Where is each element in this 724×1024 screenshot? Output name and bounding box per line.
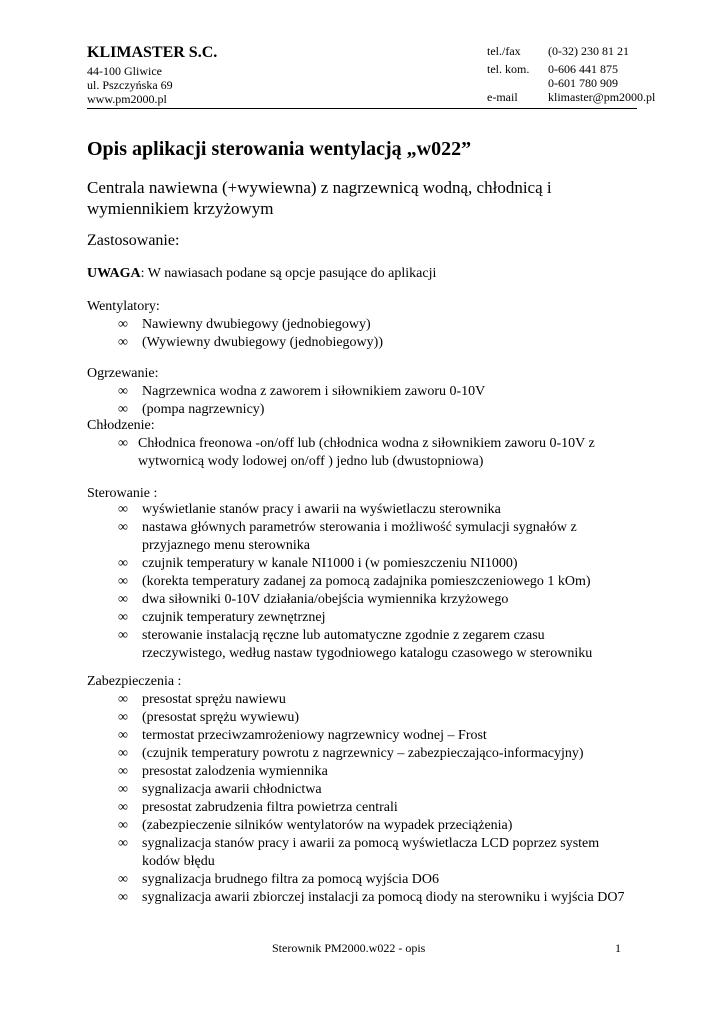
list-item: ∞ Chłodnica freonowa -on/off lub (chłodnica wodna z siłownikiem zaworu 0-10V z wytwornicą wody lodowej on/off ) jedno lub (dwustopniowa) <box>118 436 595 469</box>
list-item: ∞ Nawiewny dwubiegowy (jednobiegowy) <box>118 317 371 332</box>
list-item: ∞ presostat zalodzenia wymiennika <box>118 764 328 779</box>
website-link[interactable]: www.pm2000.pl <box>87 92 167 106</box>
address-city: 44-100 Gliwice <box>87 64 162 78</box>
bullet-icon: ∞ <box>118 782 128 797</box>
list-item: ∞ nastawa głównych parametrów sterowania i możliwość symulacji sygnałów z przyjaznego menu sterownika <box>118 520 577 553</box>
footer-text: Sterownik PM2000.w022 - opis <box>272 941 426 955</box>
zastosowanie-heading: Zastosowanie: <box>87 232 180 249</box>
address-street: ul. Pszczyńska 69 <box>87 78 173 92</box>
bullet-icon: ∞ <box>118 317 128 332</box>
bullet-icon: ∞ <box>118 402 128 417</box>
list-item: ∞ (presostat sprężu wywiewu) <box>118 710 300 725</box>
contact-label-email: e-mail <box>487 90 518 104</box>
list-sterowanie <box>118 501 628 663</box>
bullet-icon: ∞ <box>118 384 128 399</box>
bullet-icon: ∞ <box>118 502 128 517</box>
bullet-icon: ∞ <box>118 890 128 905</box>
contact-label-mobile: tel. kom. <box>487 62 530 76</box>
bullet-icon: ∞ <box>118 436 128 451</box>
bullet-icon: ∞ <box>118 872 128 887</box>
list-item: ∞ sygnalizacja awarii chłodnictwa <box>118 782 322 797</box>
list-item: ∞ wyświetlanie stanów pracy i awarii na wyświetlaczu sterownika <box>118 502 501 517</box>
bullet-icon: ∞ <box>118 335 128 350</box>
list-chlodzenie <box>118 435 633 471</box>
uwaga-label: UWAGA <box>87 266 141 281</box>
list-item: ∞ termostat przeciwzamrożeniowy nagrzewnicy wodnej – Frost <box>118 728 487 743</box>
list-item: ∞ dwa siłowniki 0-10V działania/obejścia wymiennika krzyżowego <box>118 592 509 607</box>
uwaga-note <box>87 266 436 282</box>
section-heading-wentylatory: Wentylatory: <box>87 299 160 314</box>
list-item: ∞ (zabezpieczenie silników wentylatorów na wypadek przeciążenia) <box>118 818 513 833</box>
contact-value-mobile-1: 0-606 441 875 <box>548 62 618 76</box>
bullet-icon: ∞ <box>118 710 128 725</box>
list-item: ∞ (Wywiewny dwubiegowy (jednobiegowy)) <box>118 335 383 350</box>
list-wentylatory <box>118 316 628 352</box>
list-item: ∞ (czujnik temperatury powrotu z nagrzewnicy – zabezpieczająco-informacyjny) <box>118 746 584 761</box>
contact-value-email[interactable]: klimaster@pm2000.pl <box>548 90 656 104</box>
bullet-icon: ∞ <box>118 764 128 779</box>
section-heading-chlodzenie: Chłodzenie: <box>87 418 155 433</box>
list-ogrzewanie <box>118 383 628 419</box>
list-item: ∞ czujnik temperatury w kanale NI1000 i (w pomieszczeniu NI1000) <box>118 556 518 571</box>
contact-label-telfax: tel./fax <box>487 44 521 58</box>
list-item: ∞ (korekta temperatury zadanej za pomocą zadajnika pomieszczeniowego 1 kOm) <box>118 574 591 589</box>
list-item: ∞ czujnik temperatury zewnętrznej <box>118 610 326 625</box>
section-heading-sterowanie: Sterowanie : <box>87 486 158 501</box>
list-item: ∞ presostat sprężu nawiewu <box>118 692 286 707</box>
contact-value-telfax: (0-32) 230 81 21 <box>548 44 629 58</box>
page-title: Opis aplikacji sterowania wentylacją „w022” <box>87 138 472 160</box>
bullet-icon: ∞ <box>118 746 128 761</box>
bullet-icon: ∞ <box>118 800 128 815</box>
bullet-icon: ∞ <box>118 574 128 589</box>
bullet-icon: ∞ <box>118 628 128 643</box>
page-subtitle: Centrala nawiewna (+wywiewna) z nagrzewnicą wodną, chłodnicą i wymiennikiem krzyżowym <box>87 178 552 218</box>
list-item: ∞ presostat zabrudzenia filtra powietrza centrali <box>118 800 398 815</box>
list-zabezpieczenia <box>118 691 628 907</box>
section-heading-ogrzewanie: Ogrzewanie: <box>87 366 159 381</box>
company-name: KLIMASTER S.C. <box>87 44 218 61</box>
list-item: ∞ Nagrzewnica wodna z zaworem i siłownikiem zaworu 0-10V <box>118 384 486 399</box>
uwaga-text: : W nawiasach podane są opcje pasujące do aplikacji <box>140 266 437 281</box>
bullet-icon: ∞ <box>118 610 128 625</box>
bullet-icon: ∞ <box>118 592 128 607</box>
bullet-icon: ∞ <box>118 520 128 535</box>
section-heading-zabezpieczenia: Zabezpieczenia : <box>87 674 182 689</box>
list-item: ∞ (pompa nagrzewnicy) <box>118 402 265 417</box>
bullet-icon: ∞ <box>118 556 128 571</box>
bullet-icon: ∞ <box>118 692 128 707</box>
list-item: ∞ sterowanie instalacją ręczne lub automatyczne zgodnie z zegarem czasu rzeczywistego, według nastaw tygodniowego katalogu czasowego w sterowniku <box>118 628 593 661</box>
list-item: ∞ sygnalizacja brudnego filtra za pomocą wyjścia DO6 <box>118 872 440 887</box>
list-item: ∞ sygnalizacja awarii zbiorczej instalacji za pomocą diody na sterowniku i wyjścia DO7 <box>118 890 625 905</box>
list-item: ∞ sygnalizacja stanów pracy i awarii za pomocą wyświetlacza LCD poprzez system kodów błędu <box>118 836 600 869</box>
bullet-icon: ∞ <box>118 818 128 833</box>
header-divider <box>87 108 637 109</box>
contact-value-mobile-2: 0-601 780 909 <box>548 76 618 90</box>
bullet-icon: ∞ <box>118 836 128 851</box>
page-number: 1 <box>615 941 621 955</box>
bullet-icon: ∞ <box>118 728 128 743</box>
